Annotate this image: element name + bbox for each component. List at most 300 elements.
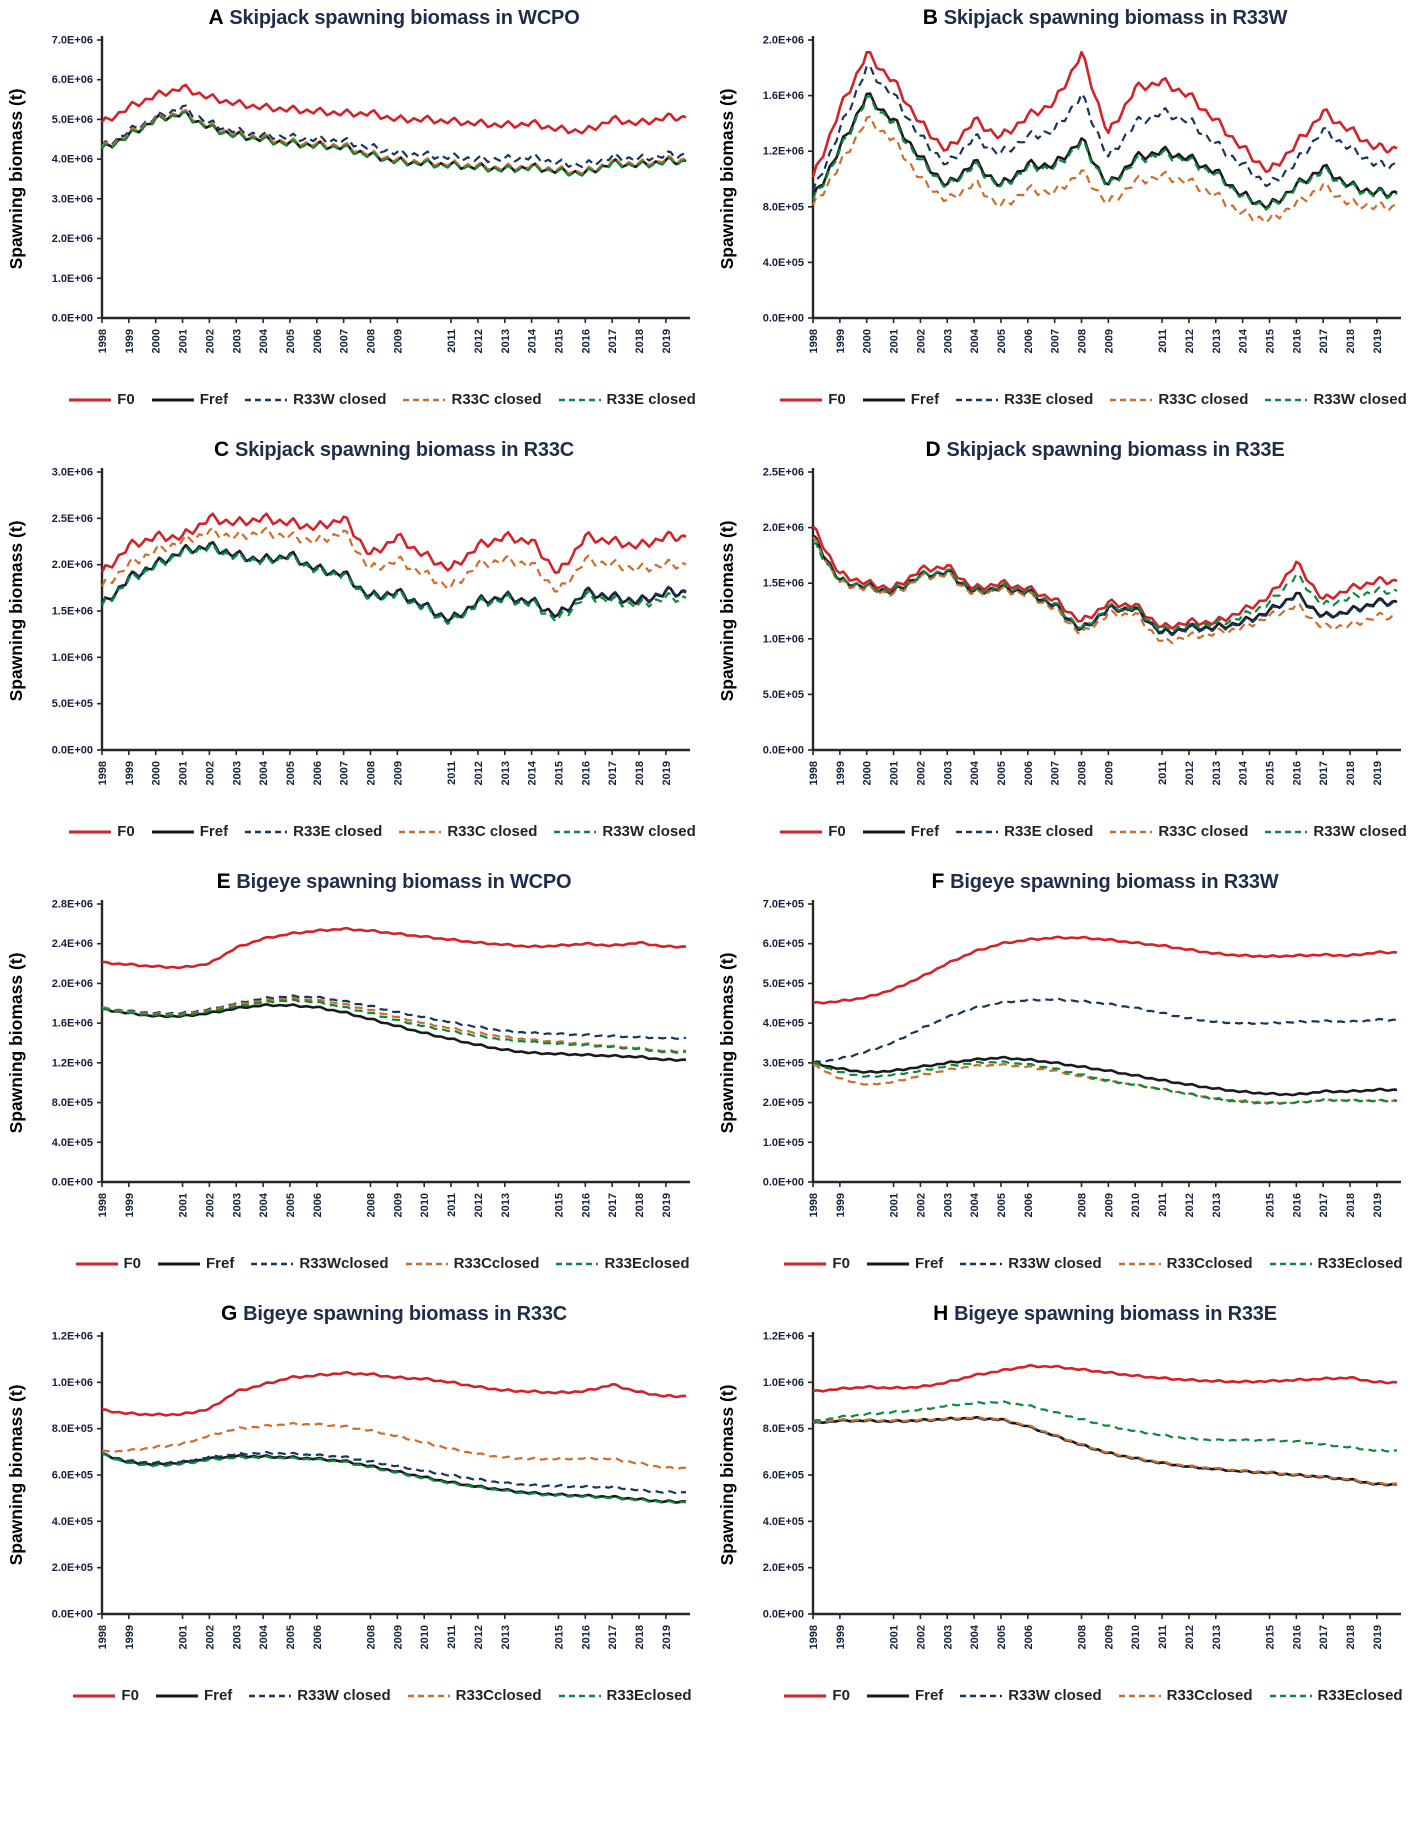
y-tick-label: 4.0E+05 — [51, 1136, 93, 1149]
legend-label: R33Eclosed — [606, 1687, 692, 1704]
legend-dashed-line-swatch — [553, 828, 597, 836]
legend-label: R33C closed — [451, 391, 542, 408]
x-tick-label: 2019 — [1371, 1625, 1384, 1650]
legend-label: F0 — [123, 1255, 142, 1272]
chart-svg — [2, 896, 692, 1248]
legend-item — [1118, 1687, 1253, 1704]
x-tick-label: 1998 — [97, 329, 109, 354]
legend-label: Fref — [910, 823, 940, 840]
y-tick-label: 3.0E+06 — [51, 193, 93, 206]
x-tick-label: 2016 — [1291, 1625, 1304, 1650]
y-tick-label: 0.0E+00 — [51, 312, 93, 325]
y-tick-label: 1.5E+06 — [762, 577, 804, 590]
legend-item — [1264, 823, 1406, 840]
legend-dashed-line-swatch — [1109, 828, 1153, 836]
x-tick-label: 2017 — [607, 761, 620, 786]
legend-solid-line-swatch — [68, 396, 112, 404]
panel-e — [2, 870, 700, 1272]
x-tick-label: 2007 — [1049, 329, 1062, 354]
x-tick-label: 2005 — [995, 1625, 1008, 1650]
x-tick-label: 2016 — [1291, 329, 1304, 354]
y-tick-label: 7.0E+06 — [51, 34, 93, 47]
legend-label: R33E closed — [1004, 391, 1094, 408]
panel-title — [102, 1302, 686, 1326]
x-tick-label: 2001 — [888, 761, 901, 786]
x-tick-label: 2006 — [311, 1625, 324, 1650]
series-line-r33e-closed — [813, 536, 1397, 635]
legend-item — [558, 391, 696, 408]
panel-f — [713, 870, 1411, 1272]
chart-svg — [713, 464, 1403, 816]
chart-svg — [713, 1328, 1403, 1680]
x-tick-label: 2002 — [204, 329, 217, 354]
legend-item — [783, 1255, 850, 1272]
figure-grid — [2, 6, 1414, 1704]
x-tick-label: 2001 — [177, 1625, 190, 1650]
legend-item — [866, 1255, 943, 1272]
legend-item — [248, 1687, 390, 1704]
panel-title — [102, 870, 686, 894]
legend-item — [398, 823, 537, 840]
x-tick-label: 2019 — [1371, 329, 1384, 354]
x-tick-label: 2003 — [231, 761, 244, 786]
panel-g — [2, 1302, 700, 1704]
x-tick-label: 2011 — [1157, 329, 1170, 353]
legend-dashed-line-swatch — [405, 1260, 449, 1268]
x-tick-label: 2014 — [1237, 761, 1250, 786]
y-tick-label: 2.4E+06 — [51, 938, 93, 951]
chart-legend — [62, 1687, 702, 1704]
x-tick-label: 2012 — [1183, 761, 1196, 786]
legend-solid-line-swatch — [68, 828, 112, 836]
x-tick-label: 2019 — [660, 761, 673, 786]
panel-letter: C — [213, 438, 229, 461]
x-tick-label: 2005 — [284, 761, 297, 786]
x-tick-label: 1999 — [123, 1625, 136, 1650]
x-tick-label: 2002 — [915, 1193, 928, 1218]
x-tick-label: 2018 — [1345, 329, 1358, 354]
x-tick-label: 2001 — [888, 1193, 901, 1218]
x-tick-label: 2009 — [392, 329, 405, 354]
chart-legend — [773, 391, 1413, 408]
legend-label: R33C closed — [1158, 823, 1249, 840]
legend-solid-line-swatch — [75, 1260, 119, 1268]
chart-svg — [2, 464, 692, 816]
x-tick-label: 2002 — [915, 1625, 928, 1650]
legend-item — [68, 823, 135, 840]
x-tick-label: 2016 — [1291, 761, 1304, 786]
x-tick-label: 2006 — [311, 1193, 324, 1218]
legend-dashed-line-swatch — [955, 828, 999, 836]
x-tick-label: 2009 — [1103, 1193, 1116, 1218]
x-tick-label: 2000 — [150, 329, 163, 354]
legend-item — [72, 1687, 139, 1704]
legend-solid-line-swatch — [151, 828, 195, 836]
legend-dashed-line-swatch — [244, 396, 288, 404]
y-tick-label: 5.0E+05 — [762, 688, 804, 701]
legend-label: R33Eclosed — [1317, 1687, 1403, 1704]
x-tick-label: 1998 — [97, 1193, 109, 1218]
y-axis-label: Spawning biomass (t) — [717, 520, 737, 702]
panel-a — [2, 6, 700, 408]
legend-dashed-line-swatch — [555, 1260, 599, 1268]
series-line-r33w-closed — [102, 544, 686, 624]
x-tick-label: 2004 — [258, 329, 271, 354]
y-tick-label: 1.0E+05 — [762, 1136, 804, 1149]
legend-item — [1109, 823, 1248, 840]
x-tick-label: 2018 — [1345, 761, 1358, 786]
x-tick-label: 2009 — [1103, 1625, 1116, 1650]
legend-solid-line-swatch — [157, 1260, 201, 1268]
y-tick-label: 0.0E+00 — [762, 744, 804, 757]
y-tick-label: 4.0E+05 — [51, 1515, 93, 1528]
x-tick-label: 2006 — [1022, 1625, 1035, 1650]
x-tick-label: 2007 — [1049, 761, 1062, 786]
x-tick-label: 2007 — [338, 761, 351, 786]
x-tick-label: 2019 — [660, 1625, 673, 1650]
panel-letter: H — [933, 1302, 949, 1325]
legend-label: Fref — [914, 1687, 944, 1704]
y-tick-label: 6.0E+05 — [51, 1469, 93, 1482]
panel-title-text: Bigeye spawning biomass in R33W — [950, 871, 1279, 893]
legend-item — [244, 823, 382, 840]
x-tick-label: 2000 — [150, 761, 163, 786]
x-tick-label: 2009 — [392, 1625, 405, 1650]
x-tick-label: 2007 — [338, 329, 351, 354]
x-tick-label: 2009 — [392, 761, 405, 786]
panel-title — [813, 870, 1397, 894]
y-tick-label: 6.0E+05 — [762, 1469, 804, 1482]
x-tick-label: 1999 — [834, 329, 847, 354]
legend-label: Fref — [914, 1255, 944, 1272]
legend-label: F0 — [828, 391, 846, 408]
x-tick-label: 2002 — [915, 329, 928, 354]
x-tick-label: 2017 — [607, 1625, 620, 1650]
x-tick-label: 2001 — [177, 1193, 190, 1218]
panel-letter: B — [922, 6, 938, 29]
x-tick-label: 2003 — [942, 761, 955, 786]
x-tick-label: 2012 — [1183, 1625, 1196, 1650]
y-tick-label: 1.0E+06 — [51, 272, 93, 285]
x-tick-label: 2011 — [446, 329, 459, 353]
x-tick-label: 2018 — [1345, 1193, 1358, 1218]
legend-label: R33W closed — [1313, 823, 1407, 840]
x-tick-label: 2001 — [888, 1625, 901, 1650]
legend-dashed-line-swatch — [1269, 1260, 1313, 1268]
legend-item — [1269, 1255, 1403, 1272]
x-tick-label: 2010 — [1130, 1625, 1143, 1650]
legend-item — [250, 1255, 388, 1272]
x-tick-label: 2005 — [995, 1193, 1008, 1218]
legend-item — [779, 823, 846, 840]
chart-svg — [2, 32, 692, 384]
legend-dashed-line-swatch — [244, 828, 288, 836]
y-tick-label: 8.0E+05 — [51, 1423, 93, 1436]
x-tick-label: 2019 — [660, 329, 673, 354]
x-tick-label: 2008 — [1076, 1193, 1089, 1218]
series-line-f0 — [102, 85, 686, 133]
legend-dashed-line-swatch — [959, 1692, 1003, 1700]
x-tick-label: 2017 — [1318, 329, 1331, 354]
series-line-f0 — [813, 937, 1397, 1004]
chart-svg — [713, 32, 1403, 384]
x-tick-label: 2011 — [1157, 1193, 1170, 1217]
x-tick-label: 2008 — [1076, 1625, 1089, 1650]
legend-item — [244, 391, 386, 408]
legend-item — [959, 1687, 1101, 1704]
y-tick-label: 0.0E+00 — [762, 1608, 804, 1621]
legend-label: Fref — [199, 823, 229, 840]
y-tick-label: 2.0E+06 — [51, 977, 93, 990]
x-tick-label: 1998 — [808, 1193, 820, 1218]
x-tick-label: 2005 — [995, 329, 1008, 354]
y-tick-label: 2.0E+06 — [762, 34, 804, 47]
y-axis-label: Spawning biomass (t) — [6, 88, 26, 270]
series-line-fref — [813, 1057, 1397, 1095]
legend-label: F0 — [832, 1255, 850, 1272]
x-tick-label: 2017 — [1318, 1625, 1331, 1650]
legend-label: R33W closed — [297, 1687, 391, 1704]
series-line-r33e-closed — [102, 541, 686, 622]
x-tick-label: 2004 — [969, 329, 982, 354]
y-axis-label: Spawning biomass (t) — [717, 1384, 737, 1566]
legend-solid-line-swatch — [862, 828, 906, 836]
x-tick-label: 2004 — [969, 761, 982, 786]
y-tick-label: 4.0E+05 — [762, 1017, 804, 1030]
x-tick-label: 1999 — [123, 329, 136, 354]
x-tick-label: 2017 — [607, 329, 620, 354]
x-tick-label: 1999 — [834, 761, 847, 786]
x-tick-label: 2015 — [1264, 1625, 1277, 1650]
x-tick-label: 1999 — [834, 1193, 847, 1218]
y-tick-label: 8.0E+05 — [762, 201, 804, 214]
legend-dashed-line-swatch — [1118, 1692, 1162, 1700]
x-tick-label: 2013 — [499, 761, 512, 786]
x-tick-label: 2015 — [553, 329, 566, 354]
x-tick-label: 2002 — [204, 1625, 217, 1650]
legend-item — [1264, 391, 1406, 408]
panel-letter: A — [208, 6, 224, 29]
legend-solid-line-swatch — [866, 1260, 910, 1268]
legend-dashed-line-swatch — [1264, 828, 1308, 836]
legend-label: R33W closed — [1313, 391, 1407, 408]
legend-label: R33Wclosed — [299, 1255, 389, 1272]
legend-item — [783, 1687, 850, 1704]
x-tick-label: 2011 — [446, 1625, 459, 1649]
x-tick-label: 2008 — [365, 1193, 378, 1218]
x-tick-label: 2016 — [580, 761, 593, 786]
legend-solid-line-swatch — [151, 396, 195, 404]
y-tick-label: 1.0E+06 — [51, 651, 93, 664]
x-tick-label: 2015 — [1264, 761, 1277, 786]
legend-label: R33Eclosed — [604, 1255, 690, 1272]
x-tick-label: 2003 — [942, 1625, 955, 1650]
panel-title — [813, 6, 1397, 30]
series-line-r33w-closed — [813, 96, 1397, 209]
legend-item — [75, 1255, 142, 1272]
legend-label: R33E closed — [606, 391, 696, 408]
y-tick-label: 1.5E+06 — [51, 605, 93, 618]
y-axis-label: Spawning biomass (t) — [6, 1384, 26, 1566]
x-tick-label: 2009 — [1103, 329, 1116, 354]
y-tick-label: 2.5E+06 — [51, 512, 93, 525]
y-axis-label: Spawning biomass (t) — [6, 520, 26, 702]
x-tick-label: 2013 — [1210, 1193, 1223, 1218]
chart-legend — [62, 823, 702, 840]
legend-item — [1109, 391, 1248, 408]
legend-label: R33Cclosed — [455, 1687, 542, 1704]
x-tick-label: 2008 — [365, 1625, 378, 1650]
legend-label: F0 — [832, 1687, 850, 1704]
panel-title-text: Skipjack spawning biomass in WCPO — [229, 7, 580, 29]
legend-item — [402, 391, 541, 408]
x-tick-label: 2013 — [1210, 329, 1223, 354]
legend-label: R33W closed — [293, 391, 387, 408]
x-tick-label: 2001 — [177, 329, 190, 354]
x-tick-label: 2015 — [1264, 329, 1277, 354]
x-tick-label: 2006 — [311, 761, 324, 786]
legend-item — [779, 391, 846, 408]
x-tick-label: 2003 — [231, 1625, 244, 1650]
x-tick-label: 2002 — [204, 1193, 217, 1218]
legend-solid-line-swatch — [783, 1260, 827, 1268]
x-tick-label: 2004 — [969, 1625, 982, 1650]
x-tick-label: 2015 — [553, 1625, 566, 1650]
x-tick-label: 2015 — [553, 761, 566, 786]
x-tick-label: 2012 — [472, 1625, 485, 1650]
x-tick-label: 2009 — [1103, 761, 1116, 786]
y-tick-label: 1.0E+06 — [762, 1376, 804, 1389]
panel-title — [102, 6, 686, 30]
x-tick-label: 2017 — [1318, 761, 1331, 786]
y-tick-label: 3.0E+05 — [762, 1057, 804, 1070]
legend-label: R33C closed — [447, 823, 538, 840]
legend-dashed-line-swatch — [248, 1692, 292, 1700]
y-tick-label: 1.2E+06 — [51, 1057, 93, 1070]
x-tick-label: 2003 — [231, 329, 244, 354]
legend-item — [407, 1687, 542, 1704]
panel-title — [813, 1302, 1397, 1326]
x-tick-label: 2011 — [446, 1193, 459, 1217]
legend-label: R33Eclosed — [1317, 1255, 1403, 1272]
legend-label: R33Cclosed — [1166, 1687, 1253, 1704]
x-tick-label: 2011 — [1157, 1625, 1170, 1649]
legend-item — [157, 1255, 234, 1272]
legend-item — [553, 823, 695, 840]
y-tick-label: 4.0E+05 — [762, 256, 804, 269]
x-tick-label: 2000 — [861, 761, 874, 786]
legend-label: Fref — [203, 1687, 233, 1704]
y-tick-label: 2.8E+06 — [51, 898, 93, 911]
x-tick-label: 2003 — [231, 1193, 244, 1218]
x-tick-label: 2004 — [258, 761, 271, 786]
legend-item — [555, 1255, 689, 1272]
x-tick-label: 2010 — [419, 1193, 432, 1218]
x-tick-label: 2018 — [634, 1625, 647, 1650]
x-tick-label: 2006 — [311, 329, 324, 354]
y-tick-label: 0.0E+00 — [51, 1176, 93, 1189]
x-tick-label: 2000 — [861, 329, 874, 354]
x-tick-label: 2006 — [1022, 329, 1035, 354]
legend-dashed-line-swatch — [1109, 396, 1153, 404]
x-tick-label: 2011 — [446, 761, 459, 785]
y-tick-label: 2.5E+06 — [762, 466, 804, 479]
x-tick-label: 2005 — [284, 1625, 297, 1650]
legend-item — [862, 391, 939, 408]
chart-legend — [773, 1255, 1413, 1272]
chart-legend — [773, 823, 1413, 840]
x-tick-label: 2016 — [580, 1193, 593, 1218]
legend-dashed-line-swatch — [558, 396, 602, 404]
panel-letter: D — [925, 438, 941, 461]
legend-label: R33E closed — [293, 823, 383, 840]
x-tick-label: 1999 — [123, 1193, 136, 1218]
y-axis-label: Spawning biomass (t) — [6, 952, 26, 1134]
legend-label: Fref — [199, 391, 229, 408]
x-tick-label: 1998 — [808, 1625, 820, 1650]
y-axis-label: Spawning biomass (t) — [717, 88, 737, 270]
y-tick-label: 1.0E+06 — [51, 1376, 93, 1389]
legend-item — [68, 391, 135, 408]
x-tick-label: 1998 — [808, 761, 820, 786]
legend-item — [862, 823, 939, 840]
x-tick-label: 2010 — [419, 1625, 432, 1650]
legend-label: R33W closed — [602, 823, 696, 840]
legend-dashed-line-swatch — [1269, 1692, 1313, 1700]
x-tick-label: 2011 — [1157, 761, 1170, 785]
x-tick-label: 2012 — [472, 761, 485, 786]
series-line-r33eclosed — [813, 1061, 1397, 1103]
y-tick-label: 6.0E+05 — [762, 938, 804, 951]
series-line-r33cclosed — [813, 1417, 1397, 1485]
y-tick-label: 0.0E+00 — [762, 1176, 804, 1189]
legend-label: R33C closed — [1158, 391, 1249, 408]
legend-item — [1118, 1255, 1253, 1272]
x-tick-label: 2013 — [499, 1625, 512, 1650]
y-tick-label: 8.0E+05 — [51, 1097, 93, 1110]
x-tick-label: 2014 — [526, 761, 539, 786]
y-tick-label: 1.6E+06 — [51, 1017, 93, 1030]
x-tick-label: 2015 — [1264, 1193, 1277, 1218]
panel-title-text: Skipjack spawning biomass in R33C — [234, 439, 575, 461]
series-line-r33w-closed — [813, 999, 1397, 1063]
y-tick-label: 6.0E+06 — [51, 74, 93, 87]
x-tick-label: 2014 — [526, 329, 539, 354]
legend-solid-line-swatch — [155, 1692, 199, 1700]
x-tick-label: 2016 — [580, 1625, 593, 1650]
y-tick-label: 1.0E+06 — [762, 633, 804, 646]
x-tick-label: 1999 — [834, 1625, 847, 1650]
panel-title — [102, 438, 686, 462]
panel-letter: F — [931, 870, 945, 893]
panel-title-text: Bigeye spawning biomass in R33E — [954, 1303, 1277, 1325]
legend-item — [955, 823, 1093, 840]
x-tick-label: 2019 — [1371, 761, 1384, 786]
y-tick-label: 2.0E+06 — [51, 233, 93, 246]
x-tick-label: 2003 — [942, 329, 955, 354]
legend-item — [558, 1687, 692, 1704]
x-tick-label: 2005 — [995, 761, 1008, 786]
x-tick-label: 2004 — [969, 1193, 982, 1218]
panel-h — [713, 1302, 1411, 1704]
x-tick-label: 2018 — [634, 329, 647, 354]
x-tick-label: 2018 — [634, 761, 647, 786]
legend-dashed-line-swatch — [558, 1692, 602, 1700]
legend-dashed-line-swatch — [1118, 1260, 1162, 1268]
x-tick-label: 2015 — [553, 1193, 566, 1218]
x-tick-label: 1998 — [808, 329, 820, 354]
panel-letter: G — [220, 1302, 238, 1325]
